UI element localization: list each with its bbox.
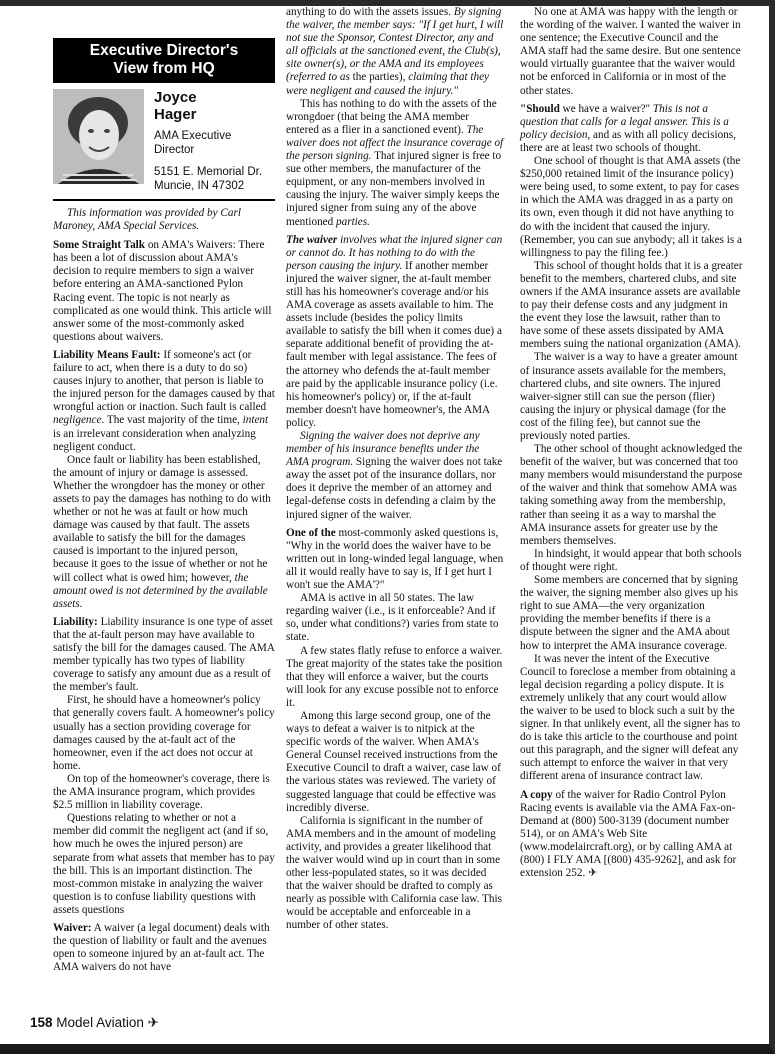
text-run: most-commonly asked questions is, "Why in the world does the waiver have to be written out in long-winded legal language, when all it would really have to say is, If I get hurt I won't sue the AMA'?" — [286, 526, 504, 592]
magazine-title: Model Aviation — [56, 1015, 144, 1030]
address-line-2: Muncie, IN 47302 — [154, 180, 245, 192]
text-run: on AMA's Waivers: There has been a lot of discussion about AMA's decision to require members to sign a waiver before entering an AMA-sanctioned Pylon Racing event. The topic is not nearly as complicated as one would think. This article will answer some of the most-commonly asked questions about waivers. — [53, 239, 272, 343]
paragraph: No one at AMA was happy with the length or the wording of the waiver. I wanted the waiver in one sentence; the Executive Council and the AMA staff had the same desire. But one sentence would virtually guarantee that the waiver would not be enforced in California or in most of the other states. — [520, 6, 741, 97]
paragraph — [520, 103, 743, 155]
author-title — [154, 129, 272, 157]
run-in-head: One of the — [286, 526, 336, 539]
author-photo — [53, 89, 144, 184]
paragraph — [53, 349, 275, 454]
paragraph — [53, 616, 275, 695]
paragraph — [286, 430, 504, 522]
airplane-icon: ✈ — [147, 1015, 159, 1030]
text-run: we have a waiver?" — [559, 102, 653, 115]
text-run: of the waiver for Radio Control Pylon Racing events is available via the AMA Fax-on-Demand at (800) 500-3139 (document number 514), or on AMA's Web Site (www.modelaircraft.org), or by calling AMA at (800) I FLY AMA [(800) 435-9262], and ask for extension 252. — [520, 788, 737, 880]
text-run: This has nothing to do with the assets of the wrongdoer (that being the AMA member entered as a flier in a sanctioned event). — [286, 97, 497, 136]
paragraph: In hindsight, it would appear that both schools of thought were right. — [520, 547, 742, 573]
text-run: . The vast majority of the time, — [101, 414, 243, 427]
page-footer — [30, 1015, 159, 1031]
text-run: the amount owed is not determined by the available assets. — [53, 571, 268, 610]
paragraph — [286, 6, 504, 98]
author-name — [154, 89, 197, 123]
paragraph — [53, 922, 275, 974]
text-run: anything to do with the assets issues. — [286, 6, 454, 18]
column-3 — [520, 6, 743, 880]
text-run: If someone's act (or failure to act, when there is a duty to do so) causes injury to another, that person is liable to the injured person for the damages caused by that wrongful action or inaction. Such fault is called — [53, 348, 275, 414]
text-run: is an irrelevant consideration when analyzing negligent conduct. — [53, 427, 256, 453]
paragraph: A few states flatly refuse to enforce a waiver. The great majority of the states take the position that they will enforce a waiver, but the courts will look for any excuse possible not to enforce it. — [286, 644, 503, 709]
header-line-1: Executive Director's — [89, 42, 239, 59]
column-1 — [53, 38, 275, 974]
paragraph: The waiver is a way to have a greater amount of insurance assets available for the members, chartered clubs, and site owners. The injured waiver-signer still can sue the person (flier) causing the injury or physical damage (for the cost of the filing fee), but cannot sue the previously noted parties. — [520, 351, 738, 442]
paragraph: It was never the intent of the Executive Council to foreclose a member from obtaining a legal decision regarding a policy dispute. It is extremely unlikely that any court would allow the waiver to be used to block such a suit by the signer. In that unlikely event, all the signer has to do is take this article to the courthouse and point out this paragraph, and the signer will defeat any such attempt to enforce the waiver in that very different arena of insurance contract law. — [520, 652, 741, 783]
text-run: and as with all policy decisions, there are at least two schools of thought. — [520, 128, 736, 154]
header-line-2: View from HQ — [113, 60, 215, 77]
text-run: The waiver does not affect the insurance coverage of the person signing. — [286, 123, 504, 163]
text-run: Signing the waiver does not deprive any member of his insurance benefits under the AMA program. — [286, 430, 480, 469]
author-title-line-1: AMA Executive — [154, 130, 232, 142]
author-address — [154, 165, 262, 193]
run-in-head: Waiver: — [53, 921, 92, 934]
paragraph: On top of the homeowner's coverage, there is the AMA insurance program, which provides $2.5 million in liability coverage. — [53, 772, 270, 812]
text-run: intent — [242, 414, 269, 427]
paragraph: California is significant in the number of AMA members and in the amount of modeling activity, and provides a greater likelihood that the waiver would wind up in court than in some other less-populated states, so it was decided that the waiver should be drafted to comply as nearly as possible with California case law. This would be acceptable and enforceable in a number of other states. — [286, 814, 502, 932]
text-run: Signing the waiver does not take away the asset pot of the insurance dollars, nor does it deprive the member of an attorney and legal-defense costs in defending a claim by the injured signer of the waiver. — [286, 456, 503, 521]
text-run: negligence — [53, 414, 102, 427]
author-title-line-2: Director — [154, 144, 195, 156]
author-profile — [53, 89, 275, 201]
credit-line: This information was provided by Carl Maroney, AMA Special Services. — [53, 207, 241, 233]
run-in-head: "Should — [520, 102, 560, 115]
text-run: the parties), — [352, 71, 409, 84]
run-in-head: A copy — [520, 788, 553, 801]
paragraph: AMA is active in all 50 states. The law regarding waiver (i.e., is it enforceable? And if so, under what conditions?) varies from state to state. — [286, 592, 499, 644]
paragraph — [520, 789, 743, 881]
run-in-head: The waiver — [286, 233, 338, 246]
column-2 — [286, 6, 504, 933]
text-run: By signing the waiver, the member says: "If I get hurt, I will not sue the Sponsor, Contest Director, any and all officials at the sanctioned event, the Club(s), site owner(s), or the AMA and its employees (referred to as — [286, 6, 504, 84]
paragraph: Some members are concerned that by signing the waiver, the signing member also gives up his right to sue AMA—the very organization providing the member benefits if there is a dispute between the signer and the AMA about how to interpret the AMA insurance coverage. — [520, 574, 738, 652]
paragraph — [286, 527, 504, 592]
text-run: This is not a question that calls for a legal answer. This is a policy decision, — [520, 102, 729, 141]
text-run: A waiver (a legal document) deals with the question of liability or fault and the avenues open to someone injured by an at-fault act. The AMA waivers do not have — [53, 921, 270, 974]
paragraph: First, he should have a homeowner's policy that generally covers fault. A homeowner's policy usually has a section providing coverage for damages caused by the at-fault act of the homeowner, even if the act does not occur at home. — [53, 694, 275, 772]
paragraph — [286, 98, 504, 229]
page-number: 158 — [30, 1015, 53, 1030]
paragraph — [286, 234, 504, 430]
author-last-name: Hager — [154, 106, 197, 123]
column-header — [53, 38, 275, 83]
run-in-head: Some Straight Talk — [53, 239, 146, 252]
text-run: That injured signer is free to sue other members, the manufacturer of the equipment, or any non-members involved in causing the injury. The waiver simply keeps the injured signer from suing any of the above mentioned — [286, 150, 502, 228]
text-run: claiming that they were negligent and caused the injury." — [286, 71, 490, 97]
text-run: Once fault or liability has been established, the amount of injury or damage is assessed. Whether the wrongdoer has the money or other assets to pay the damages has nothing to do with whether or not he was at fault or how much damage was caused by that fault. The assets available to satisfy the bill for the damages caused is important to the injured person, because it goes to the issue of whether or not he will collect what is owed him; however, — [53, 453, 271, 584]
address-line-1: 5151 E. Memorial Dr. — [154, 166, 263, 178]
run-in-head: Liability: — [53, 615, 98, 628]
paragraph: The other school of thought acknowledged the benefit of the waiver, but was concerned that too many members would misunderstand the purpose of the waiver and think that somehow AMA was taking something away from the membership, rather than seeing it as a way to marshal the AMA insurance assets for greater use by the members themselves. — [520, 443, 743, 547]
paragraph: Questions relating to whether or not a member did commit the negligent act (and if so, how much he owes the injured person) are separate from what assets that member has to pay the bill. This is an important distinction. The most-common mistake in analyzing the waiver question is to confuse liability questions with assets questions — [53, 812, 275, 916]
paragraph — [53, 454, 275, 611]
run-in-head: Liability Means Fault: — [53, 348, 161, 361]
text-run: involves what the injured signer can or cannot do. It has nothing to do with the person causing the injury. — [286, 233, 503, 272]
author-first-name: Joyce — [154, 89, 197, 106]
paragraph: Among this large second group, one of the ways to defeat a waiver is to nitpick at the specific words of the waiver. When AMA's General Counsel received instructions from the Executive Council to draft a waiver, case law of the various states was reviewed. The variety of suggested language that could be effective was incredibly diverse. — [286, 709, 501, 814]
paragraph — [53, 239, 275, 344]
text-run: If another member injured the waiver signer, the at-fault member still has his homeowner's coverage and/or his AMA coverage as assets available to him. The assets include (besides the policy limits available to satisfy the bill when it comes due) a separate additional benefit of providing the at-fault member with legal assistance. The fees of the attorney who defends the at-fault member are paid by the applicable insurance policy (i.e. his homeowner's policy) or, if the at-fault member doesn't have homeowner's, the AMA policy. — [286, 259, 502, 429]
paragraph: This school of thought holds that it is a greater benefit to the members, chartered clubs, and site owners if the AMA insurance assets are available to pay their defense costs and any judgment in the event they lose the lawsuit, rather than to have some of these assets dissipated by AMA members suing the national organization (AMA). — [520, 259, 743, 351]
text-run: parties. — [336, 215, 370, 228]
airplane-icon: ✈ — [588, 867, 598, 880]
paragraph: One school of thought is that AMA assets (the $250,000 retained limit of the insurance policy) were being used, to some extent, to pay for cases in which the AMA was dragged in as a party on its own, even though it did not have anything to do with the incident that caused the injury. (Remember, you can sue anybody; all it takes is a willingness to pay the filing fee.) — [520, 155, 742, 259]
text-run: Liability insurance is one type of asset that the at-fault person may have available to satisfy the bill for the damages caused. The AMA member typically has two types of liability coverage to satisfy any amount due as a result of the member's fault. — [53, 615, 275, 694]
